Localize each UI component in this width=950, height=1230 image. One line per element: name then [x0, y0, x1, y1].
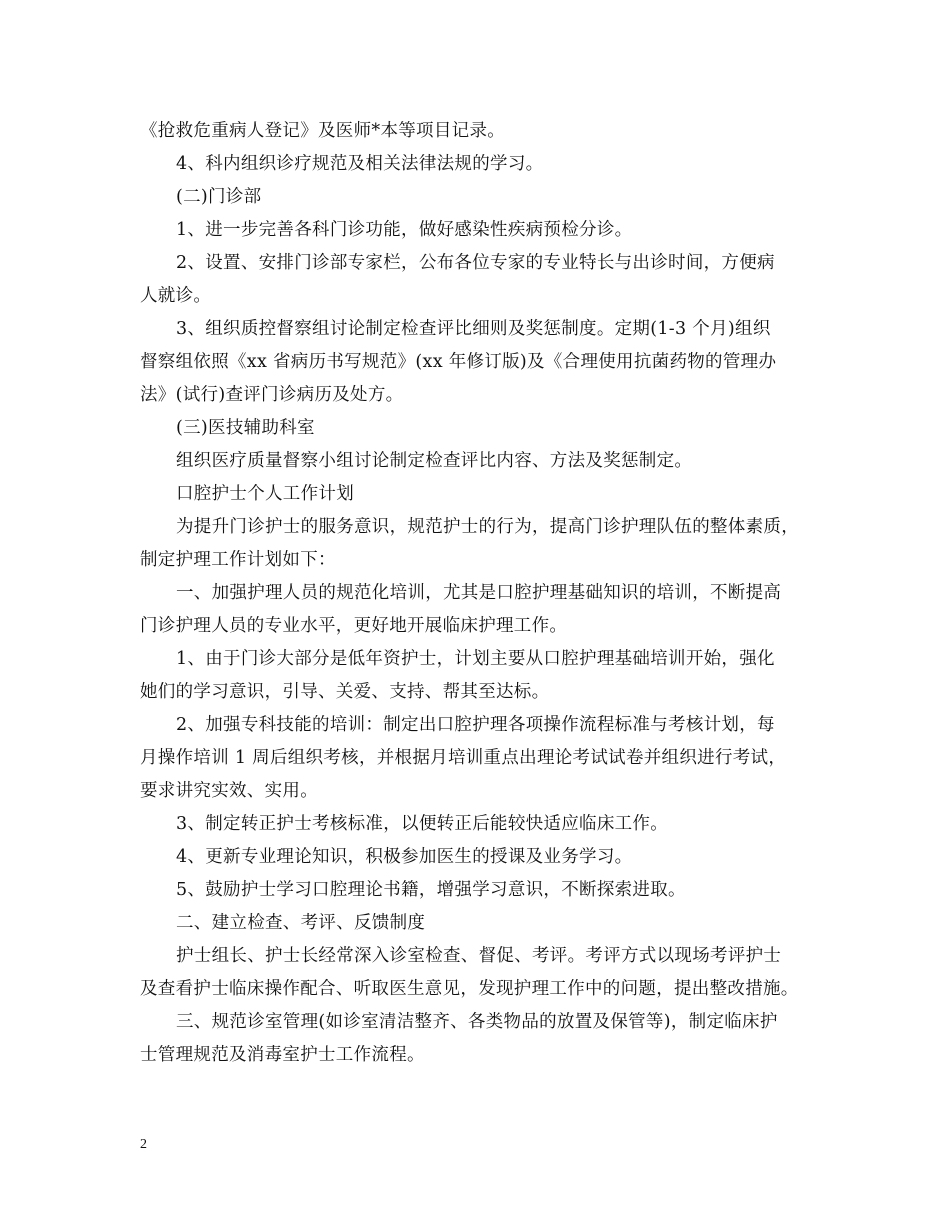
text-line: 人就诊。	[140, 286, 212, 306]
text-line: 组织医疗质量督察小组讨论制定检查评比内容、方法及奖惩制定。	[176, 451, 693, 471]
text-line: 月操作培训 1 周后组织考核，并根据月培训重点出理论考试试卷并组织进行考试，	[140, 748, 787, 768]
text-line: 1、由于门诊大部分是低年资护士，计划主要从口腔护理基础培训开始，强化	[176, 649, 775, 669]
text-line: 门诊护理人员的专业水平，更好地开展临床护理工作。	[140, 616, 568, 636]
text-line: 口腔护士个人工作计划	[176, 484, 354, 504]
text-line: 2、加强专科技能的培训：制定出口腔护理各项操作流程标准与考核计划，每	[176, 715, 775, 735]
text-line: 她们的学习意识，引导、关爱、支持、帮其至达标。	[140, 682, 550, 702]
text-line: 制定护理工作计划如下：	[140, 550, 336, 570]
text-line: 督察组依照《xx 省病历书写规范》(xx 年修订版)及《合理使用抗菌药物的管理办	[140, 352, 777, 372]
text-line: 2、设置、安排门诊部专家栏，公布各位专家的专业特长与出诊时间，方便病	[176, 253, 775, 273]
text-line: 三、规范诊室管理(如诊室清洁整齐、各类物品的放置及保管等)，制定临床护	[176, 1012, 778, 1032]
text-line: 二、建立检查、考评、反馈制度	[176, 913, 426, 933]
text-line: (三)医技辅助科室	[176, 418, 315, 438]
text-line: 3、制定转正护士考核标准，以便转正后能较快适应临床工作。	[176, 814, 669, 834]
text-line: 4、科内组织诊疗规范及相关法律法规的学习。	[176, 154, 544, 174]
text-line: 一、加强护理人员的规范化培训，尤其是口腔护理基础知识的培训，不断提高	[176, 583, 782, 603]
text-line: 1、进一步完善各科门诊功能，做好感染性疾病预检分诊。	[176, 220, 633, 240]
text-line: 5、鼓励护士学习口腔理论书籍，增强学习意识，不断探索进取。	[176, 880, 686, 900]
text-line: 4、更新专业理论知识，积极参加医生的授课及业务学习。	[176, 847, 633, 867]
text-line: 士管理规范及消毒室护士工作流程。	[140, 1045, 425, 1065]
text-line: 《抢救危重病人登记》及医师*本等项目记录。	[140, 121, 506, 141]
text-line: 3、组织质控督察组讨论制定检查评比细则及奖惩制度。定期(1-3 个月)组织	[176, 319, 771, 339]
text-line: 为提升门诊护士的服务意识，规范护士的行为，提高门诊护理队伍的整体素质，	[176, 517, 799, 537]
text-line: 护士组长、护士长经常深入诊室检查、督促、考评。考评方式以现场考评护士	[176, 946, 782, 966]
text-line: (二)门诊部	[176, 187, 262, 207]
page-number: 2	[140, 1137, 147, 1152]
text-line: 法》(试行)查评门诊病历及处方。	[140, 385, 404, 405]
document-body	[140, 115, 830, 1072]
text-line: 及查看护士临床操作配合、听取医生意见，发现护理工作中的问题，提出整改措施。	[140, 979, 799, 999]
text-line: 要求讲究实效、实用。	[140, 781, 318, 801]
